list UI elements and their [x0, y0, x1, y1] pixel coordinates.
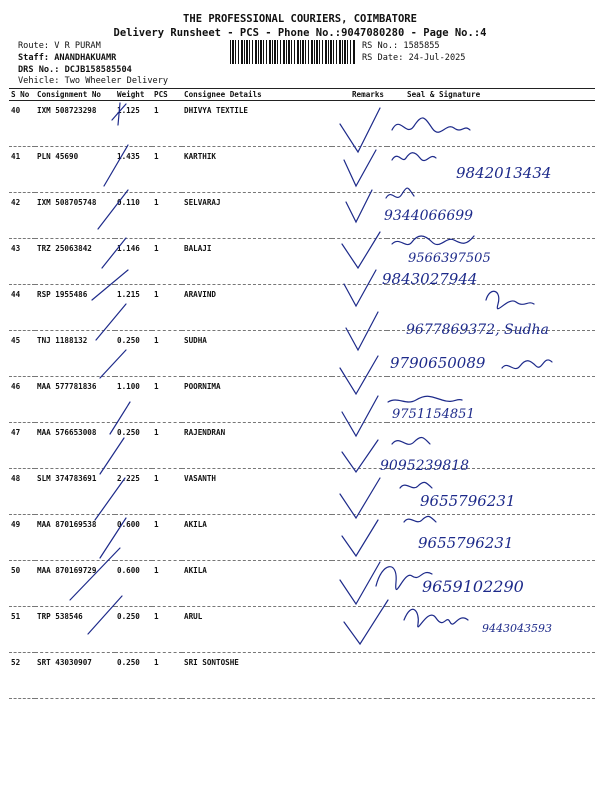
col-remarks: Remarks: [332, 89, 387, 101]
cell-sno: 48: [9, 469, 35, 515]
cell-consignment: MAA 870169729: [35, 561, 115, 607]
cell-weight: 0.250: [115, 331, 152, 377]
cell-pcs: 1: [152, 147, 182, 193]
table-row: [9, 239, 595, 285]
cell-signature: [387, 193, 595, 239]
cell-signature: [387, 101, 595, 147]
cell-signature: [387, 561, 595, 607]
cell-sno: 42: [9, 193, 35, 239]
hw-phone: 9443043593: [482, 622, 552, 635]
cell-signature: [387, 239, 595, 285]
cell-consignee: SUDHA: [182, 331, 332, 377]
cell-pcs: 1: [152, 607, 182, 653]
cell-sno: 51: [9, 607, 35, 653]
cell-consignee: DHIVYA TEXTILE: [182, 101, 332, 147]
cell-signature: [387, 515, 595, 561]
cell-remarks: [332, 469, 387, 515]
cell-consignment: TRZ 25063842: [35, 239, 115, 285]
cell-consignment: RSP 1955486: [35, 285, 115, 331]
table-row: [9, 469, 595, 515]
cell-consignment: IXM 508705748: [35, 193, 115, 239]
hw-phone: 9659102290: [422, 577, 524, 596]
cell-consignee: AKILA: [182, 515, 332, 561]
cell-remarks: [332, 515, 387, 561]
cell-sno: 44: [9, 285, 35, 331]
cell-consignment: TNJ 1188132: [35, 331, 115, 377]
cell-weight: 0.250: [115, 607, 152, 653]
cell-sno: 49: [9, 515, 35, 561]
staff-label: Staff: ANANDHAKUAMR: [18, 53, 117, 63]
hw-phone: 9566397505: [408, 251, 491, 266]
cell-pcs: 1: [152, 653, 182, 699]
table-row: [9, 147, 595, 193]
cell-consignment: SRT 43030907: [35, 653, 115, 699]
cell-pcs: 1: [152, 239, 182, 285]
col-consignment: Consignment No: [35, 89, 115, 101]
cell-consignment: PLN 45690: [35, 147, 115, 193]
runsheet-subtitle: Delivery Runsheet - PCS - Phone No.:9047080280 - Page No.:4: [113, 27, 487, 39]
vehicle-label: Vehicle: Two Wheeler Delivery: [18, 76, 169, 86]
table-row: [9, 285, 595, 331]
table-row: [9, 515, 595, 561]
cell-pcs: 1: [152, 101, 182, 147]
cell-remarks: [332, 561, 387, 607]
col-seal-signature: Seal & Signature: [387, 89, 595, 101]
cell-pcs: 1: [152, 561, 182, 607]
table-row: [9, 101, 595, 147]
company-title: THE PROFESSIONAL COURIERS, COIMBATORE: [183, 13, 417, 25]
hw-phone: 9843027944: [382, 270, 478, 288]
cell-remarks: [332, 653, 387, 699]
cell-weight: 2.225: [115, 469, 152, 515]
cell-signature: [387, 423, 595, 469]
cell-consignee: SELVARAJ: [182, 193, 332, 239]
cell-consignment: MAA 577781836: [35, 377, 115, 423]
cell-remarks: [332, 193, 387, 239]
cell-weight: 1.100: [115, 377, 152, 423]
cell-sno: 43: [9, 239, 35, 285]
table-row: [9, 561, 595, 607]
table-row: [9, 423, 595, 469]
hw-phone: 9790650089: [390, 354, 486, 372]
col-consignee: Consignee Details: [182, 89, 332, 101]
table-row: [9, 653, 595, 699]
hw-phone: 9095239818: [380, 458, 470, 474]
hw-phone: 9655796231: [418, 534, 514, 552]
cell-signature: [387, 331, 595, 377]
cell-sno: 40: [9, 101, 35, 147]
cell-signature: [387, 285, 595, 331]
cell-sno: 50: [9, 561, 35, 607]
col-pcs: PCS: [152, 89, 182, 101]
cell-sno: 52: [9, 653, 35, 699]
cell-consignee: VASANTH: [182, 469, 332, 515]
cell-weight: 0.250: [115, 653, 152, 699]
table-row: [9, 331, 595, 377]
cell-remarks: [332, 101, 387, 147]
cell-pcs: 1: [152, 515, 182, 561]
cell-weight: 0.110: [115, 193, 152, 239]
cell-consignee: ARUL: [182, 607, 332, 653]
cell-remarks: [332, 423, 387, 469]
cell-sno: 46: [9, 377, 35, 423]
cell-remarks: [332, 607, 387, 653]
cell-consignment: TRP 538546: [35, 607, 115, 653]
cell-remarks: [332, 377, 387, 423]
table-row: [9, 607, 595, 653]
cell-weight: 0.250: [115, 423, 152, 469]
cell-sno: 41: [9, 147, 35, 193]
rs-date: RS Date: 24-Jul-2025: [362, 53, 466, 63]
hw-phone: 9842013434: [456, 164, 552, 182]
hw-phone: 9655796231: [420, 492, 516, 510]
cell-pcs: 1: [152, 377, 182, 423]
hw-phone: 9677869372, Sudha: [406, 322, 549, 338]
route-label: Route: V R PURAM: [18, 41, 101, 51]
cell-consignee: AKILA: [182, 561, 332, 607]
cell-remarks: [332, 239, 387, 285]
cell-consignee: BALAJI: [182, 239, 332, 285]
col-weight: Weight: [115, 89, 152, 101]
cell-signature: [387, 607, 595, 653]
cell-sno: 47: [9, 423, 35, 469]
cell-consignment: IXM 508723298: [35, 101, 115, 147]
table-header-row: [9, 89, 595, 101]
cell-consignee: SRI SONTOSHE: [182, 653, 332, 699]
cell-consignee: ARAVIND: [182, 285, 332, 331]
cell-signature: [387, 653, 595, 699]
cell-consignment: MAA 576653008: [35, 423, 115, 469]
cell-weight: 1.146: [115, 239, 152, 285]
cell-pcs: 1: [152, 423, 182, 469]
cell-weight: 1.215: [115, 285, 152, 331]
cell-weight: 1.435: [115, 147, 152, 193]
runsheet-table: [9, 88, 595, 699]
hw-phone: 9344066699: [384, 208, 474, 224]
cell-weight: 1.125: [115, 101, 152, 147]
cell-pcs: 1: [152, 331, 182, 377]
cell-signature: [387, 469, 595, 515]
cell-sno: 45: [9, 331, 35, 377]
cell-pcs: 1: [152, 193, 182, 239]
cell-consignee: RAJENDRAN: [182, 423, 332, 469]
col-sno: S No: [9, 89, 35, 101]
cell-remarks: [332, 331, 387, 377]
cell-weight: 0.600: [115, 515, 152, 561]
cell-pcs: 1: [152, 285, 182, 331]
cell-consignee: KARTHIK: [182, 147, 332, 193]
cell-pcs: 1: [152, 469, 182, 515]
barcode-image: [230, 40, 356, 64]
cell-consignee: POORNIMA: [182, 377, 332, 423]
cell-consignment: SLM 374783691: [35, 469, 115, 515]
table-row: [9, 377, 595, 423]
hw-phone: 9751154851: [392, 407, 475, 422]
cell-weight: 0.600: [115, 561, 152, 607]
cell-signature: [387, 147, 595, 193]
cell-remarks: [332, 285, 387, 331]
drs-label: DRS No.: DCJB158585504: [18, 65, 132, 75]
table-row: [9, 193, 595, 239]
cell-signature: [387, 377, 595, 423]
cell-consignment: MAA 870169538: [35, 515, 115, 561]
rs-number: RS No.: 1585855: [362, 41, 440, 51]
cell-remarks: [332, 147, 387, 193]
